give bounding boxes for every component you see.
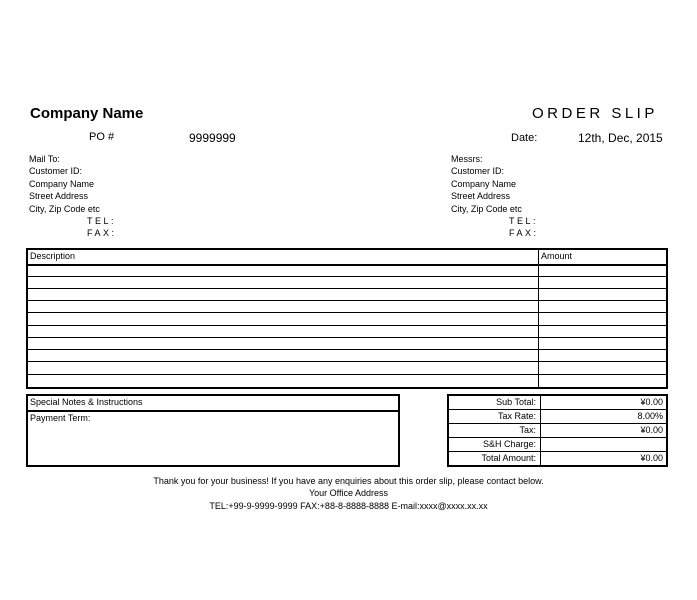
mail-to-line: City, Zip Code etc <box>29 203 100 214</box>
column-divider <box>538 250 539 387</box>
total-amount-value: ¥0.00 <box>640 453 663 463</box>
total-amount-label: Total Amount: <box>481 453 536 463</box>
table-row-line <box>28 349 666 350</box>
totals-row-tax-rate <box>449 410 666 424</box>
mail-to-fax: FAX: <box>87 228 117 239</box>
description-column-header: Description <box>30 251 76 261</box>
notes-box <box>26 394 400 467</box>
table-row-line <box>28 374 666 375</box>
messrs-tel: TEL: <box>509 216 539 226</box>
messrs-line: Customer ID: <box>451 166 505 177</box>
subtotal-label: Sub Total: <box>496 397 536 407</box>
tax-label: Tax: <box>519 425 536 435</box>
mail-to-line: Street Address <box>29 191 89 202</box>
mail-to-line: Customer ID: <box>29 166 83 177</box>
payment-term-label: Payment Term: <box>30 413 91 423</box>
messrs-line: City, Zip Code etc <box>451 203 522 214</box>
notes-header <box>28 396 398 412</box>
tax-value: ¥0.00 <box>640 425 663 435</box>
totals-row-subtotal <box>449 396 666 410</box>
table-row-line <box>28 325 666 326</box>
table-row-line <box>28 276 666 277</box>
totals-row-total-amount <box>449 452 666 465</box>
amount-column-header: Amount <box>541 251 573 261</box>
mail-to-heading: Mail To: <box>29 154 60 164</box>
totals-row-tax <box>449 424 666 438</box>
tax-rate-value: 8.00% <box>637 411 663 421</box>
sh-charge-label: S&H Charge: <box>482 439 536 449</box>
items-table-header <box>28 250 666 266</box>
mail-to-tel: TEL: <box>87 216 117 226</box>
notes-heading: Special Notes & Instructions <box>30 397 143 407</box>
messrs-block <box>451 153 522 215</box>
footer-thanks: Thank you for your business! If you have any enquiries about this order slip, please contact below. <box>153 476 544 486</box>
tax-rate-label: Tax Rate: <box>497 411 536 421</box>
po-label: PO # <box>89 131 115 143</box>
messrs-heading: Messrs: <box>451 154 483 164</box>
items-table <box>26 248 668 389</box>
footer-address: Your Office Address <box>308 488 389 498</box>
table-row-line <box>28 288 666 289</box>
mail-to-line: Company Name <box>29 178 95 189</box>
mail-to-tel-fax <box>87 215 117 240</box>
date-label: Date: <box>511 132 538 144</box>
table-row-line <box>28 312 666 313</box>
totals-row-sh-charge <box>449 438 666 452</box>
messrs-line: Company Name <box>451 178 517 189</box>
footer-contact: TEL:+99-9-9999-9999 FAX:+88-8-8888-8888 E-mail:xxxx@xxxx.xx.xx <box>209 501 488 511</box>
totals-box <box>447 394 668 467</box>
subtotal-value: ¥0.00 <box>640 397 663 407</box>
mail-to-block <box>29 153 100 215</box>
document-title: ORDER SLIP <box>532 105 658 122</box>
messrs-line: Street Address <box>451 191 511 202</box>
table-row-line <box>28 361 666 362</box>
company-name: Company Name <box>30 105 144 122</box>
table-row-line <box>28 300 666 301</box>
table-row-line <box>28 337 666 338</box>
messrs-tel-fax <box>509 215 539 240</box>
po-value: 9999999 <box>189 131 236 145</box>
messrs-fax: FAX: <box>509 228 539 239</box>
date-value: 12th, Dec, 2015 <box>578 131 663 145</box>
